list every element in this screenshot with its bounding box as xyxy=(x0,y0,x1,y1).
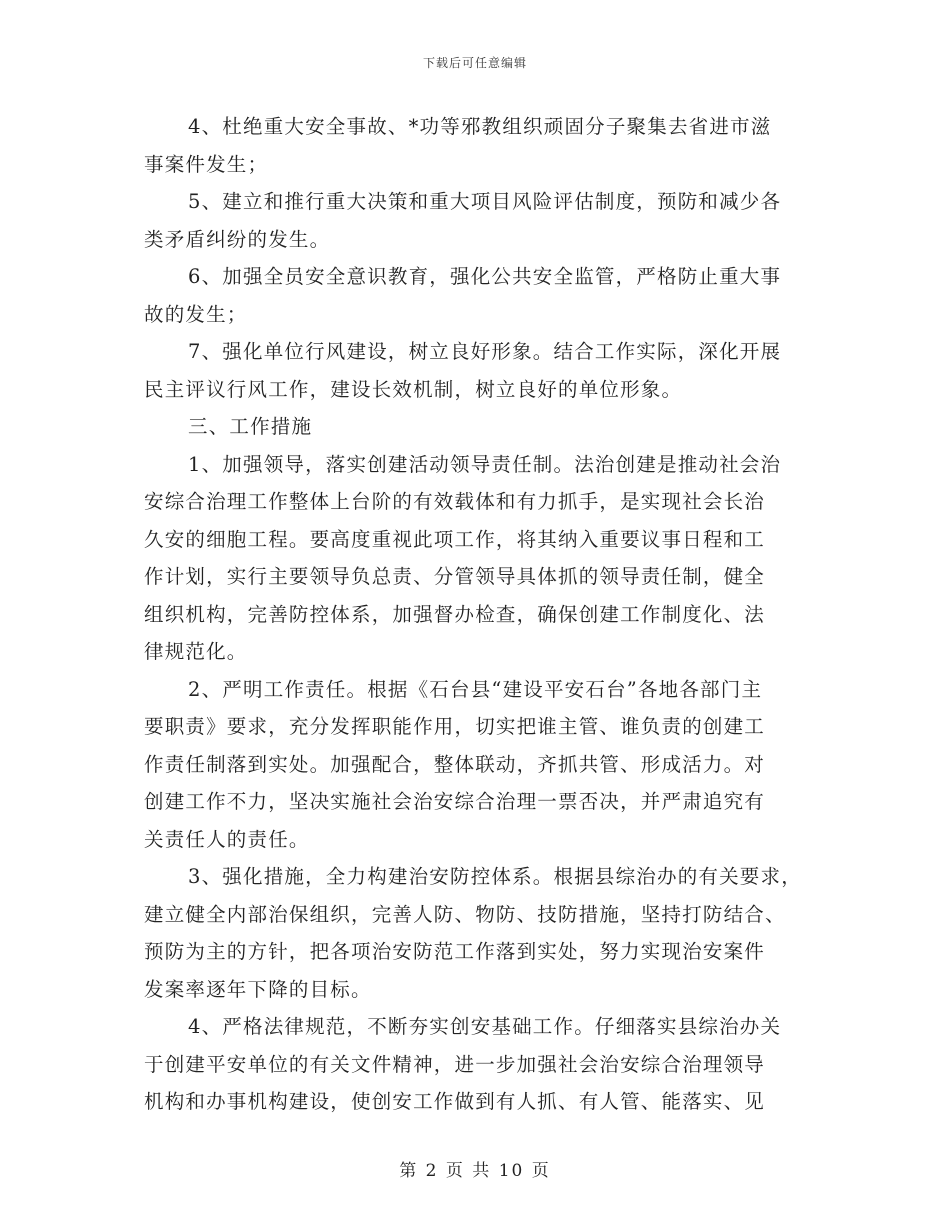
paragraph-line: 4、杜绝重大安全事故、*功等邪教组织顽固分子聚集去省进市滋 xyxy=(188,115,772,138)
paragraph-line: 于创建平安单位的有关文件精神，进一步加强社会治安综合治理领导 xyxy=(144,1052,766,1076)
paragraph-line: 要职责》要求，充分发挥职能作用，切实把谁主管、谁负责的创建工 xyxy=(144,715,766,738)
paragraph-line: 7、强化单位行风建设，树立良好形象。结合工作实际，深化开展 xyxy=(188,340,782,363)
paragraph-line: 事案件发生； xyxy=(144,152,269,176)
paragraph-line: 作计划，实行主要领导负总责、分管领导具体抓的领导责任制，健全 xyxy=(144,565,766,588)
paragraph-line: 组织机构，完善防控体系，加强督办检查，确保创建工作制度化、法 xyxy=(144,602,766,626)
section-heading: 三、工作措施 xyxy=(188,415,313,438)
paragraph-line: 预防为主的方针，把各项治安防范工作落到实处，努力实现治安案件 xyxy=(144,940,766,963)
paragraph-line: 4、严格法律规范，不断夯实创安基础工作。仔细落实县综治办关 xyxy=(188,1015,782,1038)
paragraph-line: 故的发生； xyxy=(144,302,248,326)
paragraph-line: 创建工作不力，坚决实施社会治安综合治理一票否决，并严肃追究有 xyxy=(144,790,766,813)
page-number-footer: 第 2 页 共 10 页 xyxy=(399,1161,551,1181)
paragraph-line: 6、加强全员安全意识教育，强化公共安全监管，严格防止重大事 xyxy=(188,265,782,288)
paragraph-line: 关责任人的责任。 xyxy=(144,827,310,851)
paragraph-line: 久安的细胞工程。要高度重视此项工作，将其纳入重要议事日程和工 xyxy=(144,527,766,551)
page-header-note: 下载后可任意编辑 xyxy=(422,56,527,70)
paragraph-line: 作责任制落到实处。加强配合，整体联动，齐抓共管、形成活力。对 xyxy=(144,752,766,776)
paragraph-line: 2、严明工作责任。根据《石台县“建设平安石台”各地各部门主 xyxy=(188,677,763,701)
paragraph-line: 建立健全内部治保组织，完善人防、物防、技防措施，坚持打防结合、 xyxy=(144,902,786,926)
paragraph-line: 1、加强领导，落实创建活动领导责任制。法治创建是推动社会治 xyxy=(188,452,782,476)
paragraph-line: 机构和办事机构建设，使创安工作做到有人抓、有人管、能落实、见 xyxy=(144,1090,766,1113)
paragraph-line: 3、强化措施，全力构建治安防控体系。根据县综治办的有关要求， xyxy=(188,865,802,888)
paragraph-line: 类矛盾纠纷的发生。 xyxy=(144,227,331,251)
document-body xyxy=(144,108,824,1121)
paragraph-line: 安综合治理工作整体上台阶的有效载体和有力抓手，是实现社会长治 xyxy=(144,490,766,513)
paragraph-line: 律规范化。 xyxy=(144,640,248,663)
paragraph-line: 发案率逐年下降的目标。 xyxy=(144,977,372,1001)
paragraph-line: 民主评议行风工作，建设长效机制，树立良好的单位形象。 xyxy=(144,377,683,401)
paragraph-line: 5、建立和推行重大决策和重大项目风险评估制度，预防和减少各 xyxy=(188,190,782,213)
